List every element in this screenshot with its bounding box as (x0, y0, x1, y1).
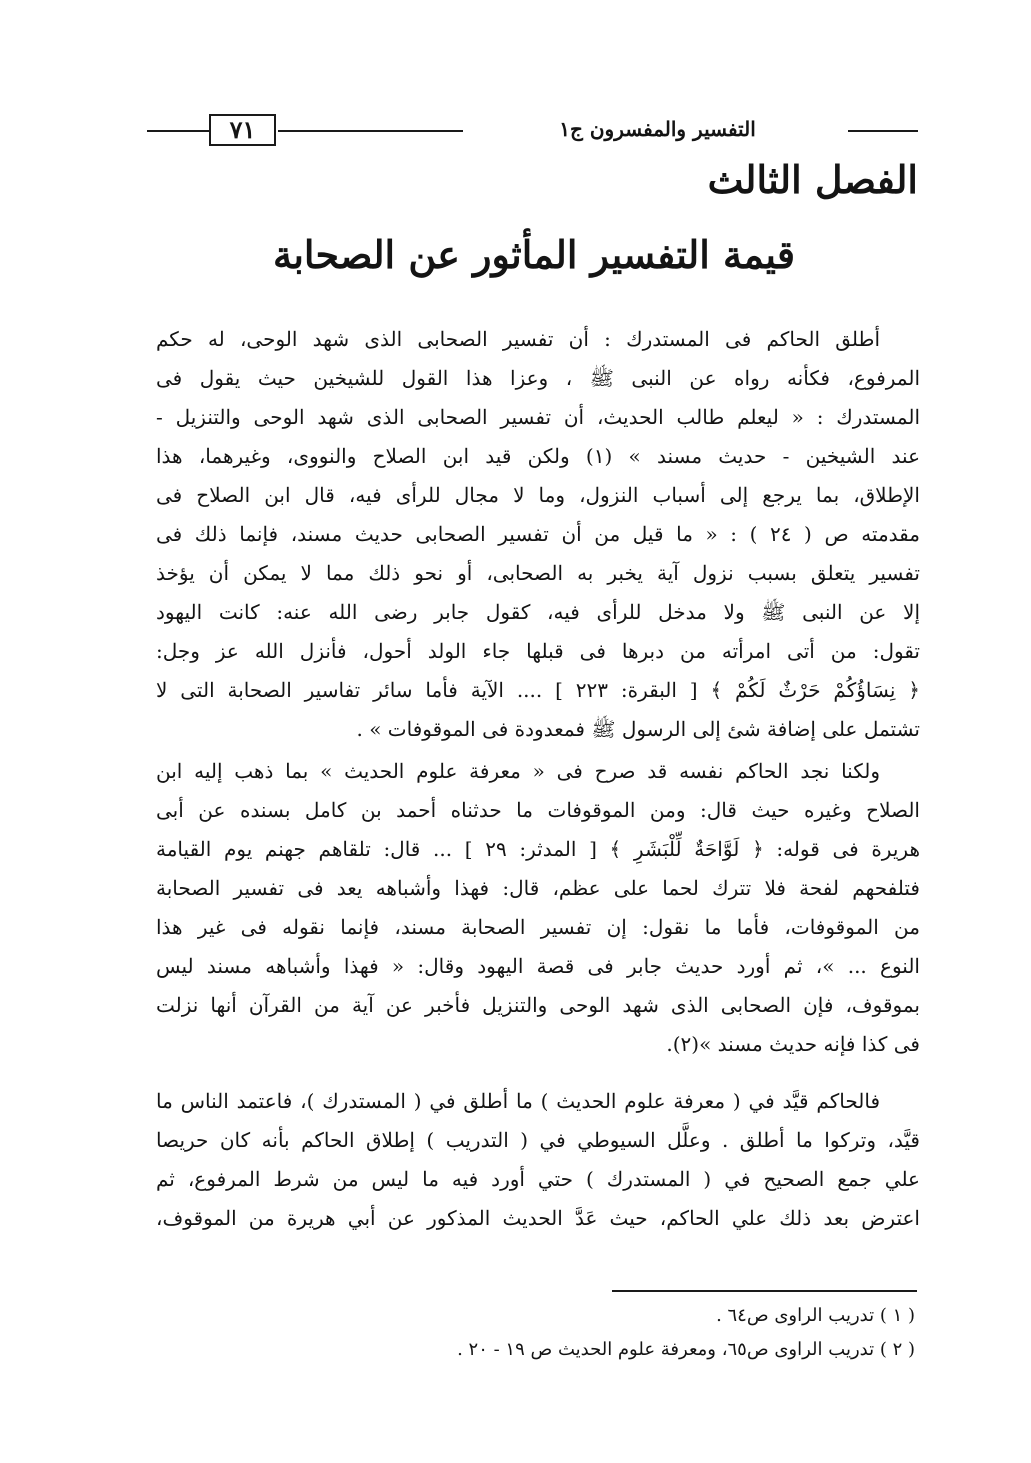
body-line: اعترض بعد ذلك علي الحاكم، حيث عَدَّ الحديث المذكور عن أبي هريرة من الموقوف، (156, 1206, 920, 1230)
footnote-divider (612, 1290, 917, 1292)
body-line: الإطلاق، بما يرجع إلى أسباب النزول، وما لا مجال للرأى فيه، قال ابن الصلاح فى (156, 483, 920, 507)
body-line: إلا عن النبى ﷺ ولا مدخل للرأى فيه، كقول جابر رضى الله عنه: كانت اليهود (156, 600, 920, 624)
page-number: ٧١ (209, 114, 276, 146)
chapter-heading: الفصل الثالث (707, 157, 918, 202)
running-title: التفسير والمفسرون ج١ (559, 117, 756, 141)
footnote: ( ٢ ) تدريب الراوى ص٦٥، ومعرفة علوم الحديث ص ١٩ - ٢٠ . (457, 1339, 915, 1360)
footnote: ( ١ ) تدريب الراوى ص٦٤ . (716, 1305, 915, 1326)
body-line: مقدمته ص ( ٢٤ ) : « ما قيل من أن تفسير الصحابى حديث مسند، فإنما ذلك فى (156, 522, 920, 546)
body-line: ولكنا نجد الحاكم نفسه قد صرح فى « معرفة علوم الحديث » بما ذهب إليه ابن (156, 759, 881, 783)
body-line: المرفوع، فكأنه رواه عن النبى ﷺ ، وعزا هذا القول للشيخين حيث يقول فى (156, 366, 920, 390)
body-line: عند الشيخين - حديث مسند » (١) ولكن قيد ابن الصلاح والنووى، وغيرهما، هذا (156, 444, 920, 468)
body-line: النوع ... »، ثم أورد حديث جابر فى قصة اليهود وقال: « فهذا وأشباهه مسند ليس (156, 954, 920, 978)
body-line: المستدرك : « ليعلم طالب الحديث، أن تفسير الصحابى الذى شهد الوحى والتنزيل - (156, 405, 920, 429)
section-title: قيمة التفسير المأثور عن الصحابة (272, 232, 796, 277)
body-line: علي جمع الصحيح في ( المستدرك ) حتي أورد فيه ما ليس من شرط المرفوع، ثم (156, 1167, 920, 1191)
body-line: من الموقوفات، فأما ما نقول: إن تفسير الصحابة مسند، فإنما نقوله فى غير هذا (156, 915, 920, 939)
body-line: ﴿ نِسَاؤُكُمْ حَرْثٌ لَكُمْ ﴾ [ البقرة: ٢٢٣ ] .... الآية فأما سائر تفاسير الصحابة التى لا (156, 678, 920, 702)
body-line: فتلفحهم لفحة فلا تترك لحما على عظم، قال: فهذا وأشباهه يعد فى تفسير الصحابة (156, 876, 920, 900)
header-rule-middle (278, 130, 463, 132)
body-line: تشتمل على إضافة شئ إلى الرسول ﷺ فمعدودة فى الموقوفات » . (356, 717, 920, 741)
body-line: تفسير يتعلق بسبب نزول آية يخبر به الصحابى، أو نحو ذلك مما لا يمكن أن يؤخذ (156, 561, 920, 585)
body-line: قيَّد، وتركوا ما أطلق . وعلَّل السيوطي في ( التدريب ) إطلاق الحاكم بأنه كان حريصا (156, 1128, 920, 1152)
body-line: فالحاكم قيَّد في ( معرفة علوم الحديث ) ما أطلق في ( المستدرك )، فاعتمد الناس ما (156, 1089, 880, 1113)
body-line: هريرة فى قوله: ﴿ لَوَّاحَةٌ لِّلْبَشَرِ ﴾ [ المدثر: ٢٩ ] ... قال: تلقاهم جهنم يوم القيامة (156, 837, 920, 861)
body-line: أطلق الحاكم فى المستدرك : أن تفسير الصحابى الذى شهد الوحى، له حكم (156, 327, 880, 351)
header-rule-right (848, 130, 918, 132)
body-line: الصلاح وغيره حيث قال: ومن الموقوفات ما حدثناه أحمد بن كامل بسنده عن أبى (156, 798, 920, 822)
header-rule-left (147, 130, 209, 132)
body-line: تقول: من أتى امرأته من دبرها فى قبلها جاء الولد أحول، فأنزل الله عز وجل: (156, 639, 920, 663)
body-line: فى كذا فإنه حديث مسند »(٢). (666, 1032, 920, 1056)
body-line: بموقوف، فإن الصحابى الذى شهد الوحى والتنزيل فأخبر عن آية من القرآن أنها نزلت (156, 993, 920, 1017)
